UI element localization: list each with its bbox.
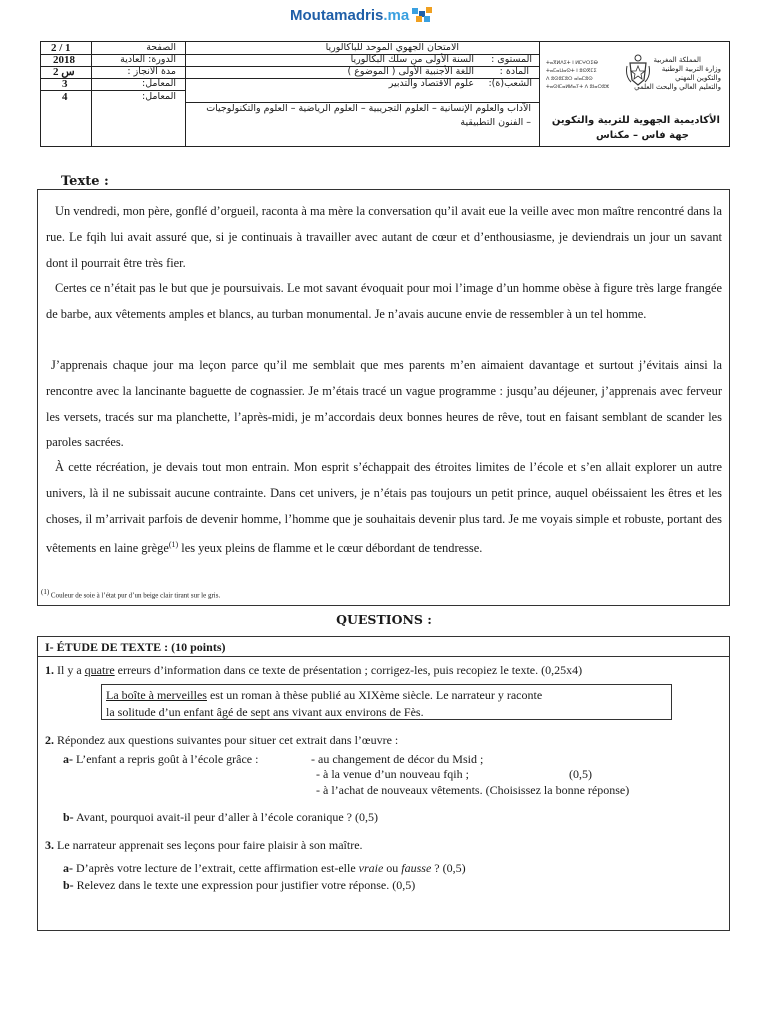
site-logo[interactable]	[290, 4, 437, 26]
question-2	[45, 733, 398, 748]
q3b-label: b-	[63, 878, 74, 892]
q2a-option-2: - à la venue d’un nouveau fqih ;	[316, 767, 469, 781]
footnote-text: Couleur de soie à l’état pur d’un beige clair tirant sur le gris.	[50, 591, 221, 600]
session-year: 2018	[53, 54, 75, 66]
duration-value: 2 س	[53, 66, 75, 78]
q3-number: 3.	[45, 838, 54, 852]
footnote-ref: (1)	[168, 540, 179, 550]
q2a-option-3: - à l’achat de nouveaux vêtements. (Choisissez la bonne réponse)	[316, 783, 630, 797]
moroccan-emblem-icon	[625, 54, 651, 88]
section-title: I- ÉTUDE DE TEXTE : (10 points)	[38, 637, 729, 657]
q2a-text: L’enfant a repris goût à l’école grâce :	[73, 752, 259, 766]
text-paragraph-4	[46, 455, 722, 562]
q1-text-b: erreurs d’information dans ce texte de présentation ; corrigez-les, puis recopiez le texte. (0,25x4)	[114, 663, 583, 677]
academy-line-2: جهة فاس – مكناس	[595, 130, 689, 141]
session-label: الدورة: العادية	[120, 54, 176, 65]
exam-header-table	[40, 41, 730, 147]
footnote-marker: (1)	[41, 588, 50, 596]
q1-number: 1.	[45, 663, 54, 677]
q2a-label: a-	[63, 752, 73, 766]
q3-text: Le narrateur apprenait ses leçons pour faire plaisir à son maître.	[54, 838, 363, 852]
question-2a	[63, 752, 258, 767]
presentation-box	[101, 684, 672, 720]
q2-text: Répondez aux questions suivantes pour situer cet extrait dans l’œuvre :	[54, 733, 399, 747]
coef-value-2: 4	[62, 91, 68, 103]
logo-puzzle-icon	[411, 6, 437, 24]
footnote	[41, 588, 220, 599]
subject-label: المادة :	[499, 66, 529, 77]
q3a-ou: ou	[383, 861, 402, 875]
q1-text-a: Il y a	[54, 663, 85, 677]
ministry-line-4: والتعليم العالي والبحث العلمي	[634, 83, 721, 91]
q2b-text: Avant, pourquoi avait-il peur d’aller à l’école coranique ? (0,5)	[73, 810, 378, 824]
questions-box	[37, 636, 730, 931]
questions-title: QUESTIONS :	[336, 612, 432, 627]
academy-line-1: الأكاديمية الجهوية للتربية والتكوين	[551, 115, 720, 126]
text-paragraph-2: Certes ce n’était pas le but que je poursuivais. Le mot savant évoquait pour moi l’image d’un homme obèse à figure très large frangée de barbe, aux vêtements amples et blancs, au turban monumental. Je n’avais aucune envie de ressembler à un tel homme.	[46, 281, 722, 321]
logo-text-domain: .ma	[383, 6, 410, 24]
tifinagh-text: ⵜⴰⴳⵍⴷⵉⵜ ⵏ ⵍⵎⵖⵔⵉⴱ ⵜⴰⵎⴰⵡⴰⵙⵜ ⵏ ⵓⵙⴳⵎⵉ ⴷ ⵓⵙⵓⵎⵓⵔ ⴰⵏⴰⵎⵓⵙ ⵜⴰⵙⵏⵎⴰⵍⵍⴰⵢⵜ ⴷ ⵓⵏⴰⵔⵓⵣ	[546, 60, 610, 90]
branches-value-2: الآداب والعلوم الإنسانية – العلوم التجريبية – العلوم الرياضية – العلوم والتكنولوجيات	[206, 103, 531, 114]
ministry-line-3: والتكوين المهني	[675, 74, 721, 82]
level-value: السنة الأولى من سلك البكالوريا	[350, 54, 474, 65]
question-2b	[63, 810, 378, 825]
q3a-text-2: ? (0,5)	[431, 861, 466, 875]
coef-label-2: المعامل:	[142, 91, 176, 102]
presentation-line-1	[106, 687, 671, 704]
text-paragraph-4-body: À cette récréation, je devais tout mon entrain. Mon esprit s’échappait des étroites limites de l’école et s’en allait explorer un autre univers, là il ne subissait aucune contrainte. Dans cet univers, je n’étais pas toujours un petit prince, auquel obéissaient les êtres et les choses, il m’arrivait parfois de devenir homme, l’homme que je souhaitais devenir plus tard. Je me voyais simple et robuste, portant des vêtements en laine grège	[46, 460, 722, 556]
q2a-points: (0,5)	[569, 767, 592, 781]
subject-value: اللغة الأجنبية الأولى ( الموضوع )	[347, 66, 474, 77]
q3a-vraie: vraie	[358, 861, 384, 875]
question-3a	[63, 861, 466, 876]
question-3	[45, 838, 363, 853]
text-paragraph-3: J’apprenais chaque jour ma leçon parce qu’il me semblait que mes parents m’en aimaient davantage et surtout j’évitais ainsi la rencontre avec la lancinante baguette de cognassier. Je m’étais tracé un vague programme : jusqu’au déjeuner, j’apprenais avec ferveur les versets, tracés sur ma planchette, l’après-midi, je m’accordais deux bonnes heures de rêve, tout en faisant semblant de scander les paroles sacrées.	[46, 358, 722, 450]
coef-label-1: المعامل:	[142, 78, 176, 89]
text-box	[37, 189, 730, 606]
ministry-line-2: وزارة التربية الوطنية	[661, 65, 721, 73]
q2b-label: b-	[63, 810, 74, 824]
branches-value-1: علوم الاقتصاد والتدبير	[388, 78, 474, 89]
level-label: المستوى :	[491, 54, 532, 65]
presentation-text-1: est un roman à thèse publié au XIXème siècle. Le narrateur y raconte	[206, 688, 543, 702]
q2-number: 2.	[45, 733, 54, 747]
book-title: La boîte à merveilles	[106, 688, 207, 702]
texte-title: Texte :	[61, 174, 109, 189]
duration-label: مدة الانجاز :	[127, 66, 176, 77]
question-1	[45, 663, 582, 678]
exam-title: الامتحان الجهوي الموحد للباكالوريا	[325, 42, 459, 53]
q3b-text: Relevez dans le texte une expression pour justifier votre réponse. (0,5)	[73, 878, 416, 892]
q1-underlined: quatre	[84, 663, 115, 677]
text-paragraph-1: Un vendredi, mon père, gonflé d’orgueil, raconta à ma mère la conversation qu’il avait eue la veille avec mon maître rencontré dans la rue. Le fqih lui avait assuré que, si je continuais à travailler avec autant de cœur et d’enthousiasme, je deviendrais un jour un savant dont il pourrait être très fier.	[46, 204, 722, 270]
branches-label: الشعب(ة):	[488, 78, 532, 89]
ministry-line-1: المملكة المغربية	[653, 56, 701, 64]
question-3b	[63, 878, 415, 893]
q3a-label: a-	[63, 861, 73, 875]
q3a-fausse: fausse	[401, 861, 432, 875]
branches-value-3: – الفنون التطبيقية	[460, 117, 531, 128]
page-number: 2 / 1	[51, 42, 71, 54]
q2a-option-1: - au changement de décor du Msid ;	[311, 752, 484, 766]
logo-text-main: Moutamadris	[290, 6, 384, 24]
coef-value-1: 3	[62, 78, 68, 90]
presentation-line-2: la solitude d’un enfant âgé de sept ans vivant aux environs de Fès.	[106, 705, 424, 719]
page-label: الصفحة	[146, 42, 176, 53]
text-paragraph-4-end: les yeux pleins de flamme et le cœur débordant de tendresse.	[178, 541, 483, 556]
q3a-text-1: D’après votre lecture de l’extrait, cette affirmation est-elle	[73, 861, 359, 875]
